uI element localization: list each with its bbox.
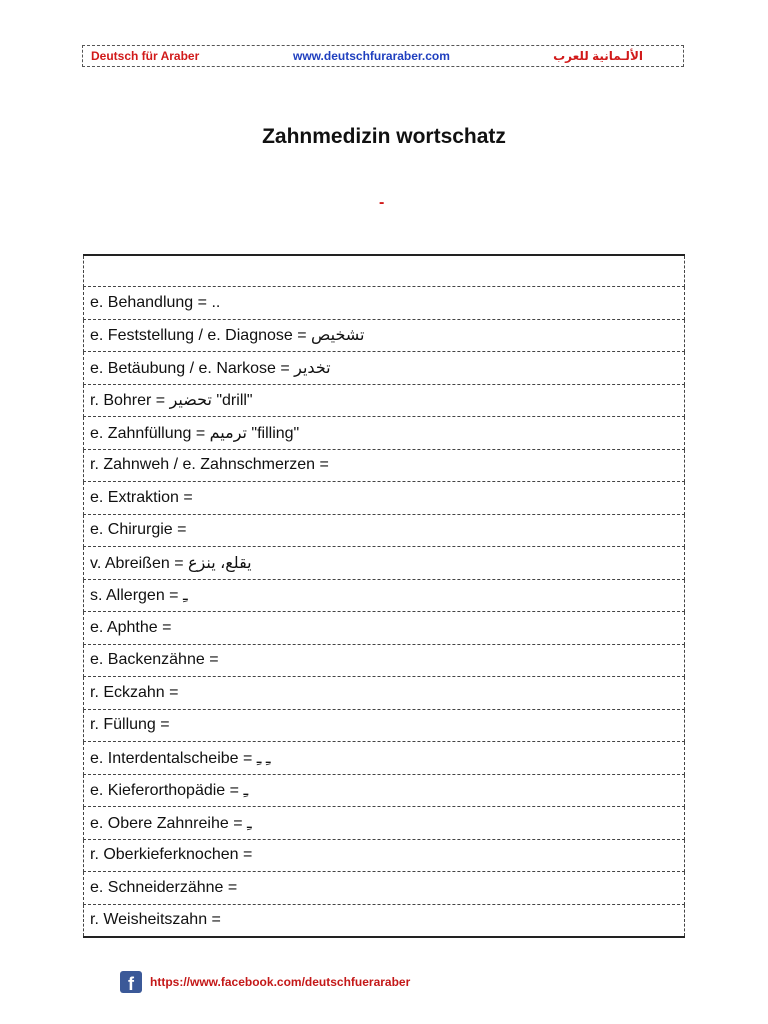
vocab-entry: v. Abreißen = يقلع، ينزع (84, 547, 685, 580)
vocab-entry: s. Allergen = ـِ (84, 579, 685, 612)
table-row (84, 644, 685, 677)
table-row (84, 319, 685, 352)
page-header (82, 45, 684, 67)
vocab-entry: e. Behandlung = .. (84, 287, 685, 320)
table-row (84, 514, 685, 547)
subtitle-dash: - (379, 194, 385, 211)
facebook-link[interactable]: https://www.facebook.com/deutschfueraraber (150, 975, 411, 989)
table-row (84, 872, 685, 905)
table-row (84, 287, 685, 320)
vocab-entry: r. Zahnweh / e. Zahnschmerzen = (84, 449, 685, 482)
vocab-entry: e. Zahnfüllung = ترميم "filling" (84, 417, 685, 450)
header-brand-german: Deutsch für Araber (91, 49, 200, 63)
table-row (84, 352, 685, 385)
vocab-entry: r. Füllung = (84, 709, 685, 742)
vocab-entry: e. Chirurgie = (84, 514, 685, 547)
vocab-entry: e. Betäubung / e. Narkose = تخدير (84, 352, 685, 385)
vocab-entry: e. Feststellung / e. Diagnose = تشخيص (84, 319, 685, 352)
table-row (84, 417, 685, 450)
table-row (84, 579, 685, 612)
page-footer (120, 970, 410, 994)
vocab-entry: e. Extraktion = (84, 482, 685, 515)
vocab-entry: e. Backenzähne = (84, 644, 685, 677)
vocab-entry: e. Schneiderzähne = (84, 872, 685, 905)
header-brand-arabic: الألـمانية للعرب (553, 49, 643, 63)
vocab-entry: e. Aphthe = (84, 612, 685, 645)
vocab-entry: e. Kieferorthopädie = ـِ (84, 774, 685, 807)
vocab-entry: r. Weisheitszahn = (84, 904, 685, 937)
table-row (84, 612, 685, 645)
vocab-entry: r. Oberkieferknochen = (84, 839, 685, 872)
vocab-entry: e. Obere Zahnreihe = ـِ (84, 807, 685, 840)
table-header-cell (84, 255, 685, 287)
table-row (84, 547, 685, 580)
facebook-icon[interactable]: f (120, 971, 142, 993)
table-row (84, 807, 685, 840)
vocab-entry: e. Interdentalscheibe = ـِ ـِ (84, 742, 685, 775)
table-row (84, 709, 685, 742)
table-row (84, 677, 685, 710)
table-row (84, 449, 685, 482)
vocabulary-table (83, 254, 685, 938)
table-row (84, 482, 685, 515)
table-row (84, 384, 685, 417)
vocab-entry: r. Eckzahn = (84, 677, 685, 710)
table-row (84, 774, 685, 807)
table-row (84, 839, 685, 872)
vocab-entry: r. Bohrer = تحضير "drill" (84, 384, 685, 417)
table-row (84, 904, 685, 937)
header-website-link[interactable]: www.deutschfuraraber.com (293, 49, 450, 63)
page-title: Zahnmedizin wortschatz (262, 125, 506, 148)
table-header-row (84, 255, 685, 287)
table-row (84, 742, 685, 775)
